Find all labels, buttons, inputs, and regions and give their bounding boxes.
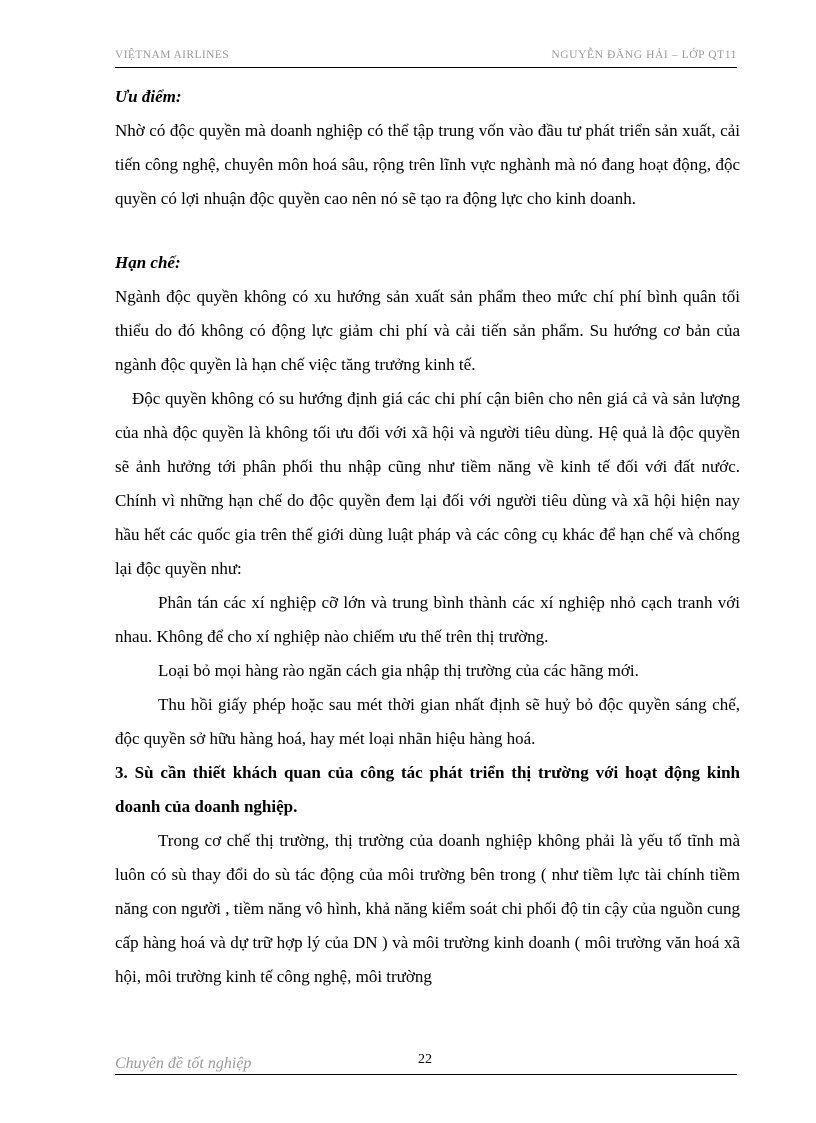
document-body [115,80,740,994]
measure-paragraph-2: Loại bỏ mọi hàng rào ngăn cách gia nhập thị trường của các hãng mới. [158,661,639,680]
header-author: NGUYỄN ĐĂNG HẢI – LỚP QT11 [551,49,737,61]
section-3-heading: 3. Sù cần thiết khách quan của công tác phát triển thị trường với hoạt động kinh doanh của doanh nghiệp. [115,763,740,816]
advantages-heading: Ưu điểm: [115,87,182,106]
header-company: VIỆTNAM AIRLINES [115,49,230,61]
footer-title: Chuyên đề tốt nghiệp [115,1055,252,1072]
limitations-paragraph-1: Ngành độc quyền không có xu hướng sản xuất sản phẩm theo mức chí phí bình quân tối thiểu do đó không có động lực giảm chi phí và cải tiến sản phẩm. Su hướng cơ bản của ngành độc quyền là hạn chế việc tăng trưởng kinh tế. [115,287,740,374]
limitations-heading: Hạn chế: [115,253,181,272]
advantages-text: Nhờ có độc quyền mà doanh nghiệp có thể tập trung vốn vào đầu tư phát triển sản xuất, cải tiến công nghệ, chuyên môn hoá sâu, rộng trên lĩnh vực nghành mà nó đang hoạt động, độc quyền có lợi nhuận độc quyền cao nên nó sẽ tạo ra động lực cho kinh doanh. [115,121,740,208]
limitations-paragraph-2: Độc quyền không có su hướng định giá các chi phí cận biên cho nên giá cả và sản lượng của nhà độc quyền là không tối ưu đối với xã hội và người tiêu dùng. Hệ quả là độc quyền sẽ ảnh hưởng tới phân phối thu nhập cũng như tiềm năng về kinh tế đối với đất nước. Chính vì những hạn chế do độc quyền đem lại đối với người tiêu dùng và xã hội hiện nay hầu hết các quốc gia trên thế giới dùng luật pháp và các công cụ khác để hạn chế và chống lại độc quyền như: [115,389,740,578]
section-3-paragraph: Trong cơ chế thị trường, thị trường của doanh nghiệp không phải là yếu tố tĩnh mà luôn có sù thay đổi do sù tác động của môi trường bên trong ( như tiềm lực tài chính tiềm năng con người , tiềm năng vô hình, khả năng kiểm soát chi phối độ tin cậy của nguồn cung cấp hàng hoá và dự trữ hợp lý của DN ) và môi trường kinh doanh ( môi trường văn hoá xã hội, môi trường kinh tế công nghệ, môi trường [115,831,740,986]
measure-paragraph-3: Thu hồi giấy phép hoặc sau mét thời gian nhất định sẽ huỷ bỏ độc quyền sáng chế, độc quyền sở hữu hàng hoá, hay mét loại nhãn hiệu hàng hoá. [115,695,740,748]
page-header [115,49,737,68]
page-number: 22 [418,1052,432,1067]
measure-paragraph-1: Phân tán các xí nghiệp cỡ lớn và trung bình thành các xí nghiệp nhỏ cạch tranh với nhau. Không để cho xí nghiệp nào chiếm ưu thế trên thị trường. [115,593,740,646]
footer-divider [115,1074,737,1075]
